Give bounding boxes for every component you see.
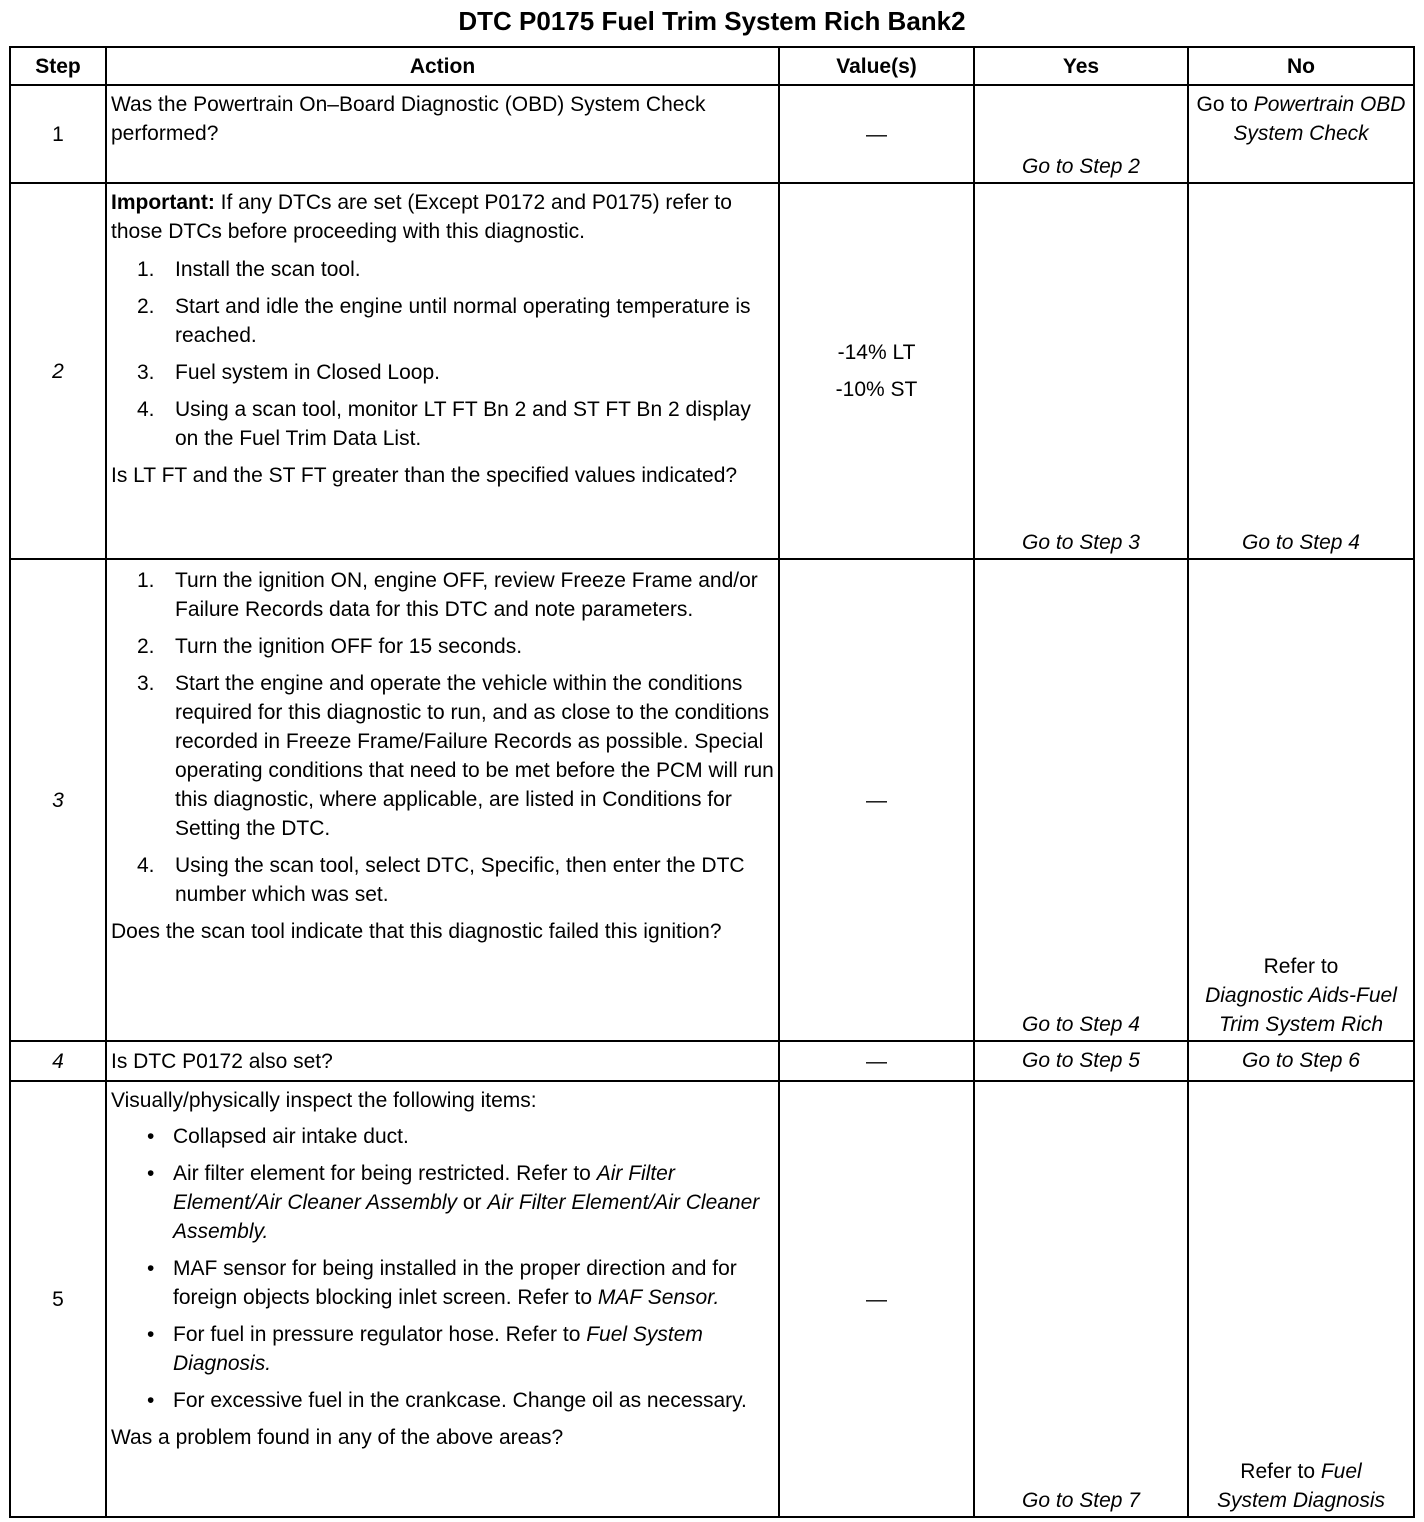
yes-link[interactable]: Go to Step 7 [1022, 1489, 1140, 1512]
step-number: 2 [10, 183, 106, 559]
no-link[interactable]: Go to Step 6 [1242, 1049, 1360, 1072]
step-number: 5 [10, 1081, 106, 1517]
table-row [10, 1081, 1414, 1517]
table-row [10, 559, 1414, 1041]
yes-cell [974, 559, 1188, 1041]
action-cell [106, 1081, 779, 1517]
step-number: 3 [10, 559, 106, 1041]
value-st: -10% ST [835, 378, 918, 401]
item-link[interactable]: Fuel System Diagnosis. [173, 1323, 703, 1375]
step-number: 4 [10, 1041, 106, 1081]
no-link[interactable]: System Diagnosis [1216, 1489, 1386, 1512]
item-text: For fuel in pressure regulator hose. Refer to [173, 1323, 581, 1346]
value-dash: — [866, 1049, 887, 1073]
list-item [111, 1159, 774, 1246]
action-question: Is DTC P0172 also set? [111, 1049, 333, 1073]
no-link[interactable]: Diagnostic Aids-Fuel Trim System Rich [1205, 984, 1397, 1036]
yes-link[interactable]: Go to Step 5 [1022, 1049, 1140, 1072]
table-row [10, 183, 1414, 559]
page-title: DTC P0175 Fuel Trim System Rich Bank2 [458, 6, 966, 36]
list-item [111, 358, 774, 387]
important-note [111, 188, 774, 246]
important-text: If any DTCs are set (Except P0172 and P0175) refer to those DTCs before proceeding with this diagnostic. [111, 191, 732, 243]
bullet: • [147, 1323, 155, 1346]
list-item [111, 1122, 774, 1151]
item-link[interactable]: Air Filter Element/Air Cleaner Assembly [173, 1162, 675, 1214]
item-text: Fuel system in Closed Loop. [175, 361, 440, 384]
yes-cell [974, 1081, 1188, 1517]
item-text: For excessive fuel in the crankcase. Change oil as necessary. [173, 1389, 747, 1412]
table-header-row [10, 47, 1414, 85]
no-cell [1188, 1041, 1414, 1081]
list-item [111, 292, 774, 350]
yes-cell [974, 1041, 1188, 1081]
item-link[interactable]: Air Filter Element/Air Cleaner Assembly. [173, 1191, 760, 1243]
yes-cell [974, 183, 1188, 559]
no-cell [1188, 183, 1414, 559]
item-text: Turn the ignition ON, engine OFF, review Freeze Frame and/or Failure Records data for this DTC and note parameters. [175, 569, 758, 621]
item-text: Install the scan tool. [175, 258, 361, 281]
item-number: 1. [137, 569, 155, 592]
value-dash: — [866, 122, 887, 146]
action-cell [106, 1041, 779, 1081]
table-row [10, 85, 1414, 183]
procedure-list [111, 255, 774, 453]
item-number: 4. [137, 398, 155, 421]
list-item [111, 1386, 774, 1415]
list-item [111, 255, 774, 284]
step-number: 1 [10, 85, 106, 183]
yes-cell [974, 85, 1188, 183]
header-step: Step [10, 47, 106, 85]
value-cell [779, 183, 974, 559]
item-number: 1. [137, 258, 155, 281]
item-number: 2. [137, 635, 155, 658]
no-link[interactable]: Fuel [1320, 1460, 1362, 1483]
value-cell [779, 559, 974, 1041]
action-cell [106, 559, 779, 1041]
item-text: Turn the ignition OFF for 15 seconds. [175, 635, 523, 658]
diagnostic-table [9, 46, 1415, 1518]
item-text: MAF sensor for being installed in the proper direction and for foreign objects blocking inlet screen. Refer to [173, 1257, 737, 1309]
item-number: 3. [137, 361, 155, 384]
list-item [111, 1254, 774, 1312]
action-cell [106, 183, 779, 559]
yes-link[interactable]: Go to Step 4 [1022, 1013, 1140, 1036]
inspect-intro: Visually/physically inspect the following items: [111, 1089, 537, 1112]
header-yes: Yes [974, 47, 1188, 85]
action-question: Was the Powertrain On–Board Diagnostic (OBD) System Check performed? [111, 93, 706, 145]
list-item [111, 632, 774, 661]
no-cell [1188, 559, 1414, 1041]
item-text: Using a scan tool, monitor LT FT Bn 2 and ST FT Bn 2 display on the Fuel Trim Data List. [175, 398, 751, 450]
yes-link[interactable]: Go to Step 2 [1022, 155, 1140, 178]
bullet: • [147, 1389, 155, 1412]
item-text: Start and idle the engine until normal operating temperature is reached. [175, 295, 751, 347]
no-prefix: Go to [1196, 93, 1248, 116]
item-text: or [462, 1191, 482, 1214]
bullet: • [147, 1125, 155, 1148]
list-item [111, 566, 774, 624]
header-values: Value(s) [779, 47, 974, 85]
table-row [10, 1041, 1414, 1081]
procedure-list [111, 566, 774, 909]
action-question: Is LT FT and the ST FT greater than the specified values indicated? [111, 464, 738, 487]
value-lt: -14% LT [837, 341, 916, 364]
header-no: No [1188, 47, 1414, 85]
action-cell [106, 85, 779, 183]
header-action: Action [106, 47, 779, 85]
list-item [111, 1320, 774, 1378]
no-cell [1188, 85, 1414, 183]
value-cell [779, 1041, 974, 1081]
important-label: Important: [111, 191, 215, 214]
value-dash: — [866, 788, 887, 812]
item-number: 3. [137, 672, 155, 695]
no-cell [1188, 1081, 1414, 1517]
item-link[interactable]: MAF Sensor. [597, 1286, 720, 1309]
inspection-list [111, 1122, 774, 1415]
list-item [111, 395, 774, 453]
action-question: Was a problem found in any of the above areas? [111, 1426, 564, 1449]
item-text: Collapsed air intake duct. [173, 1125, 409, 1148]
no-link[interactable]: Powertrain OBD System Check [1233, 93, 1406, 145]
yes-link[interactable]: Go to Step 3 [1022, 531, 1140, 554]
item-number: 2. [137, 295, 155, 318]
bullet: • [147, 1257, 155, 1280]
no-link[interactable]: Go to Step 4 [1242, 531, 1360, 554]
value-dash: — [866, 1287, 887, 1311]
value-cell [779, 1081, 974, 1517]
action-question: Does the scan tool indicate that this diagnostic failed this ignition? [111, 920, 722, 943]
value-cell [779, 85, 974, 183]
item-text: Air filter element for being restricted. Refer to [173, 1162, 591, 1185]
no-prefix: Refer to [1240, 1460, 1315, 1483]
item-text: Start the engine and operate the vehicle within the conditions required for this diagnostic to run, and as close to the conditions recorded in Freeze Frame/Failure Records as possible. Special operating conditions that need to be met before the PCM will run this diagnostic, where applicable, are listed in Conditions for Setting the DTC. [175, 672, 774, 840]
no-prefix: Refer to [1263, 955, 1339, 978]
item-text: Using the scan tool, select DTC, Specific, then enter the DTC number which was set. [175, 854, 745, 906]
item-number: 4. [137, 854, 155, 877]
list-item [111, 851, 774, 909]
bullet: • [147, 1162, 155, 1185]
list-item [111, 669, 774, 843]
